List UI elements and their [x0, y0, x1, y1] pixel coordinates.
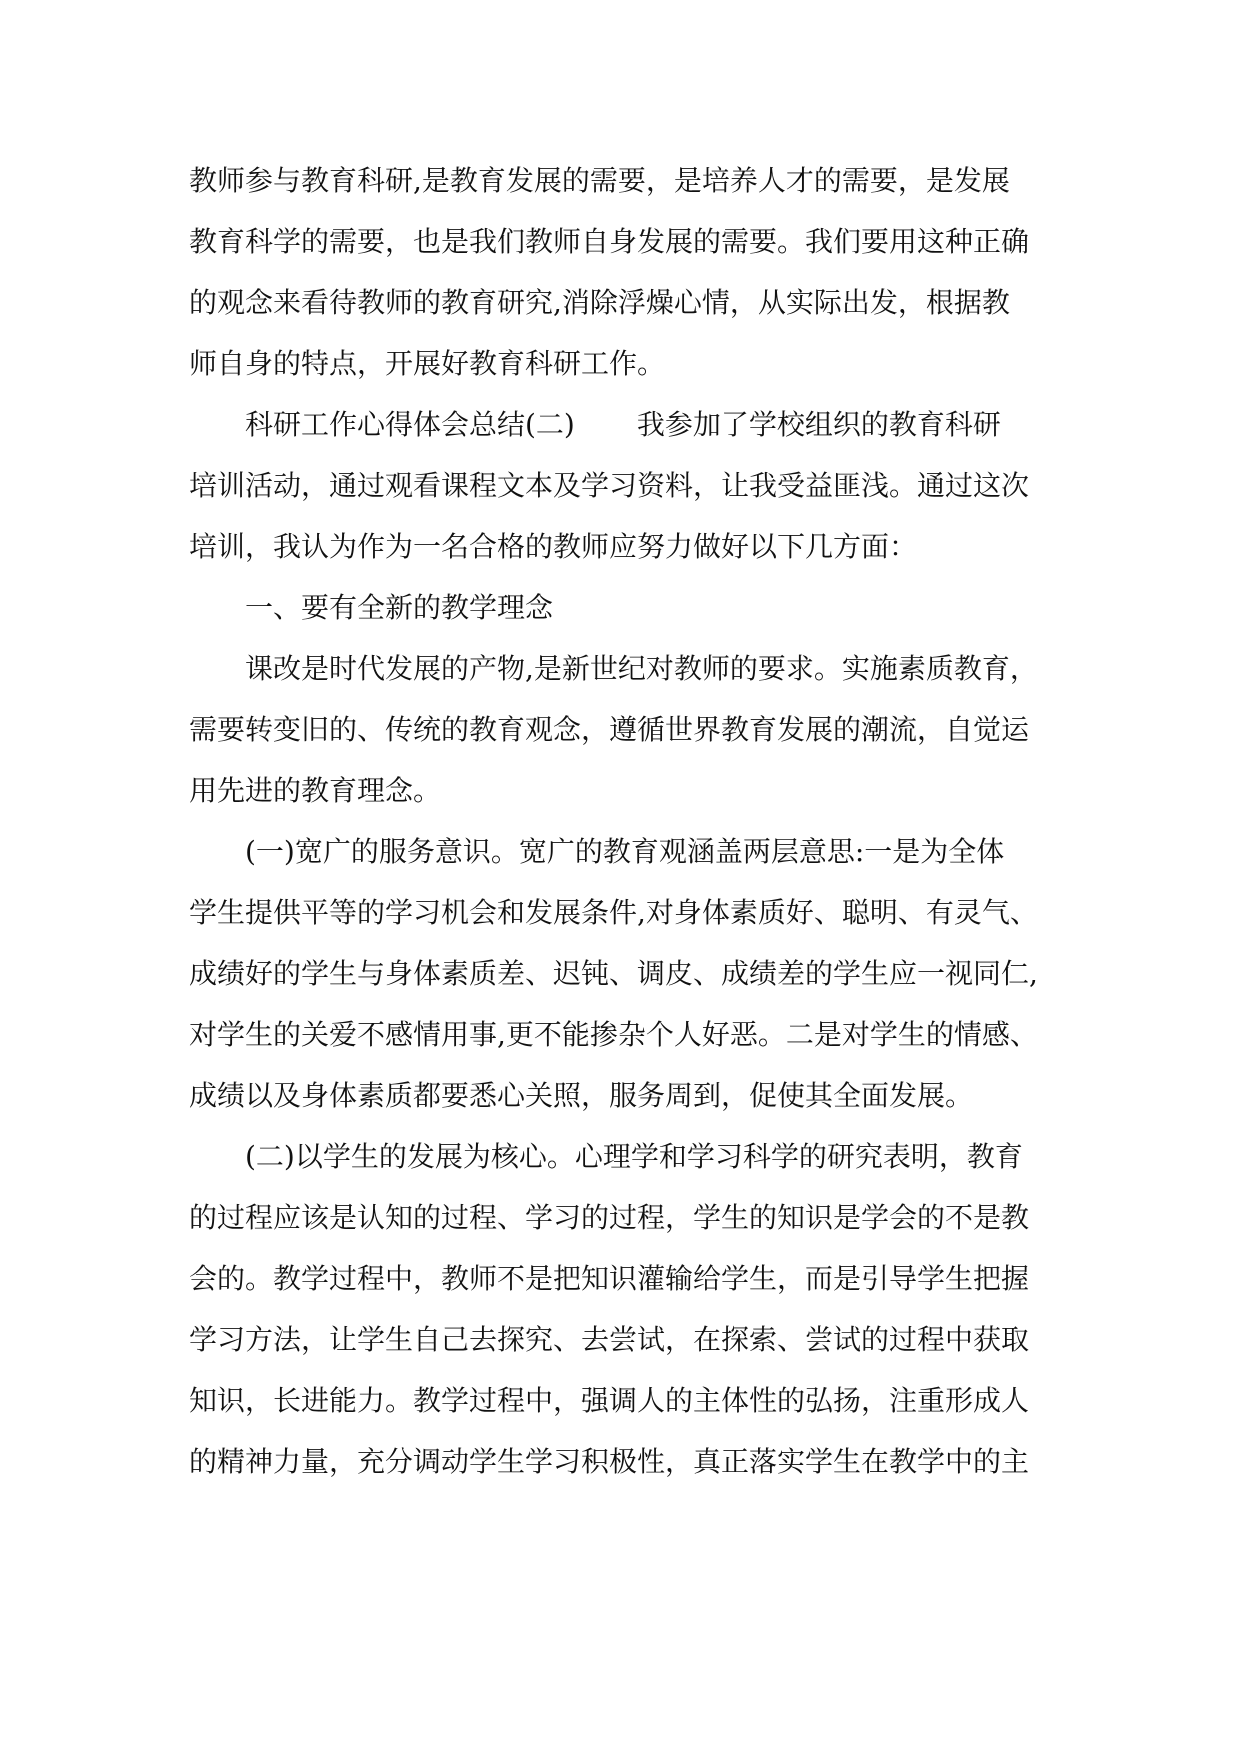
text-line: 学习方法，让学生自己去探究、去尝试，在探索、尝试的过程中获取 [189, 1323, 1030, 1356]
text-line: 培训活动，通过观看课程文本及学习资料，让我受益匪浅。通过这次 [189, 469, 1030, 502]
text-line: 师自身的特点，开展好教育科研工作。 [189, 347, 666, 380]
text-line: 培训，我认为作为一名合格的教师应努力做好以下几方面： [189, 530, 918, 563]
text-line: 需要转变旧的、传统的教育观念，遵循世界教育发展的潮流，自觉运 [189, 713, 1030, 746]
text-line: (二)以学生的发展为核心。心理学和学习科学的研究表明，教育 [245, 1140, 1023, 1173]
paragraph-5 [189, 821, 1059, 1126]
text-line: 对学生的关爱不感情用事,更不能掺杂个人好恶。二是对学生的情感、 [189, 1018, 1038, 1051]
text-line: 的过程应该是认知的过程、学习的过程，学生的知识是学会的不是教 [189, 1201, 1030, 1234]
section-heading: 一、要有全新的教学理念 [245, 591, 554, 624]
paragraph-4 [189, 638, 1059, 821]
text-line: 知识，长进能力。教学过程中，强调人的主体性的弘扬，注重形成人 [189, 1384, 1030, 1417]
text-line: 的精神力量，充分调动学生学习积极性，真正落实学生在教学中的主 [189, 1445, 1030, 1478]
text-line [189, 394, 1059, 455]
paragraph-3 [189, 577, 1059, 638]
text-line: 的观念来看待教师的教育研究,消除浮燥心情，从实际出发，根据教 [189, 286, 1010, 319]
text-line: 教师参与教育科研,是教育发展的需要，是培养人才的需要，是发展 [189, 164, 1010, 197]
paragraph-1 [189, 150, 1059, 394]
text-line: 用先进的教育理念。 [189, 774, 442, 807]
text-line: 成绩好的学生与身体素质差、迟钝、调皮、成绩差的学生应一视同仁, [189, 957, 1038, 990]
paragraph-6 [189, 1126, 1059, 1492]
document-body [189, 150, 1059, 1492]
text-line: (一)宽广的服务意识。宽广的教育观涵盖两层意思:一是为全体 [245, 835, 1005, 868]
text-line: 学生提供平等的学习机会和发展条件,对身体素质好、聪明、有灵气、 [189, 896, 1038, 929]
text-line: 教育科学的需要，也是我们教师自身发展的需要。我们要用这种正确 [189, 225, 1030, 258]
text-line-segment: 我参加了学校组织的教育科研 [636, 408, 1001, 441]
text-line: 会的。教学过程中，教师不是把知识灌输给学生，而是引导学生把握 [189, 1262, 1030, 1295]
text-line: 课改是时代发展的产物,是新世纪对教师的要求。实施素质教育， [245, 652, 1038, 685]
section-title: 科研工作心得体会总结(二) [245, 408, 575, 441]
paragraph-2 [189, 394, 1059, 577]
text-line: 成绩以及身体素质都要悉心关照，服务周到，促使其全面发展。 [189, 1079, 974, 1112]
